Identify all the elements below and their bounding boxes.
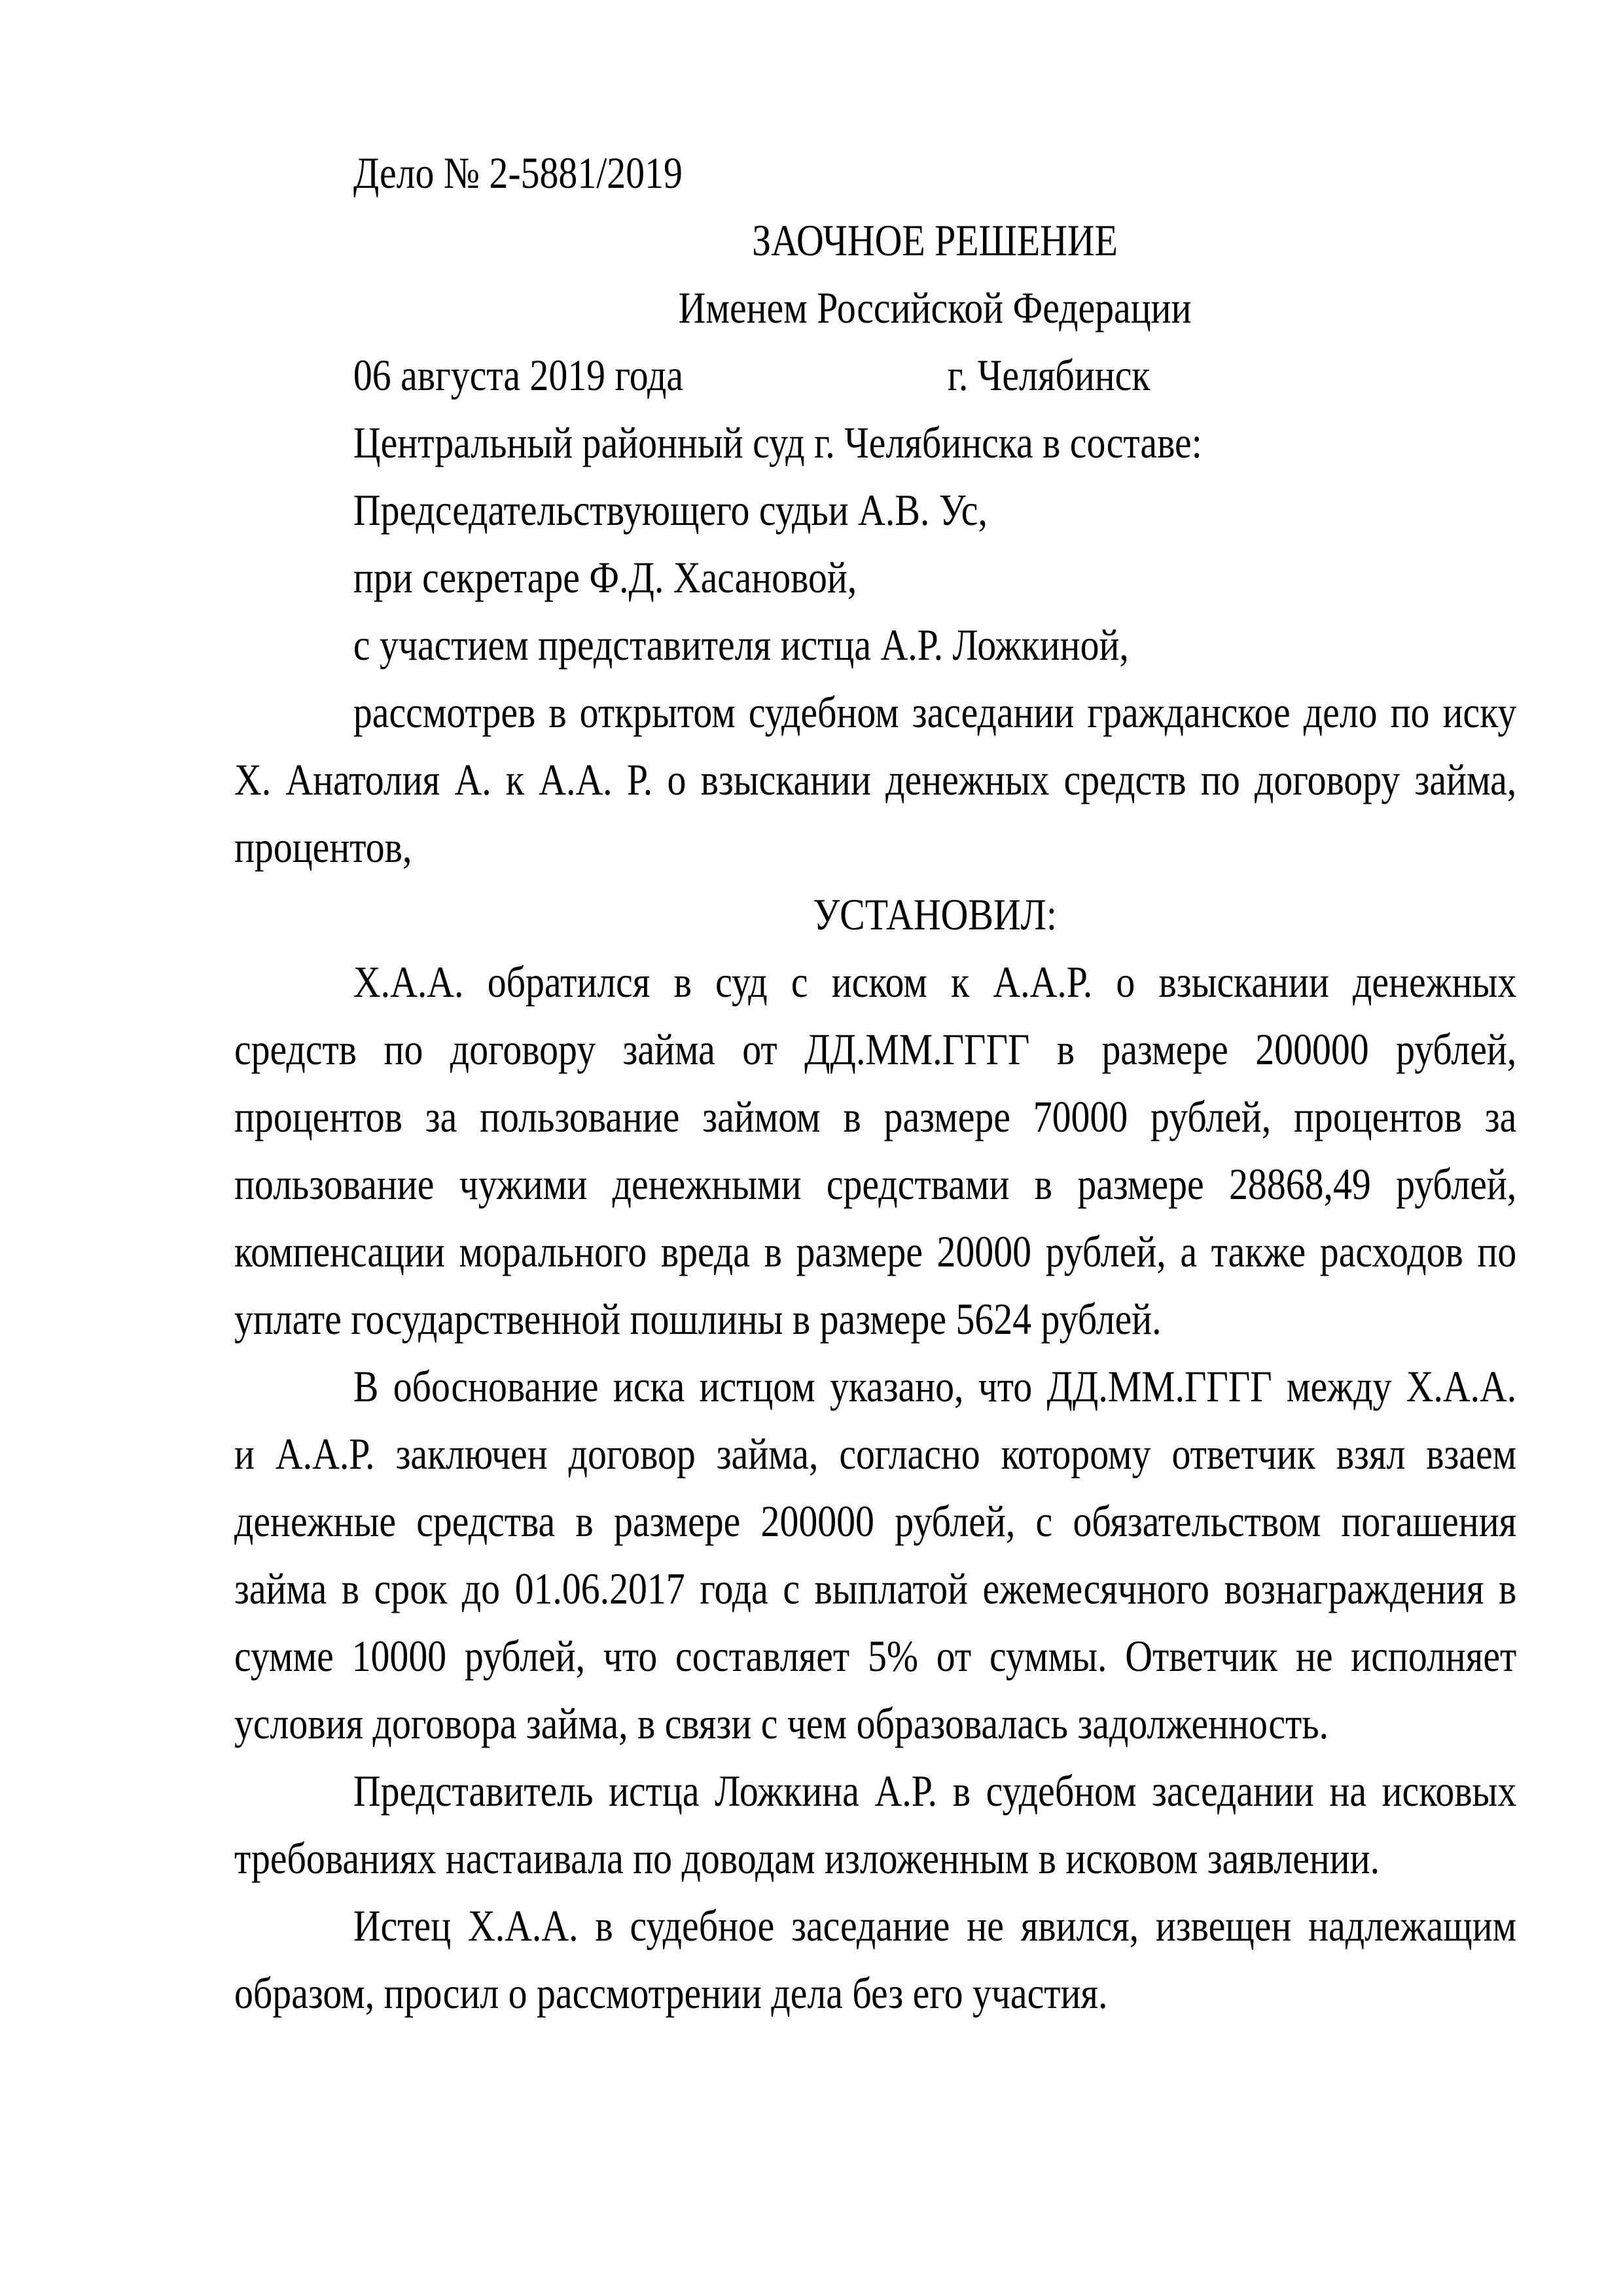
intro-line: процентов, <box>234 822 412 872</box>
decision-date: 06 августа 2019 года <box>353 350 684 400</box>
claim-paragraph-line: средств по договору займа от ДД.ММ.ГГГГ в размере 200000 рублей, <box>234 1024 1517 1074</box>
document-text-block <box>234 139 1516 2027</box>
claim-paragraph-line: компенсации морального вреда в размере 20000 рублей, а также расходов по <box>234 1227 1517 1276</box>
secretary-line: при секретаре Ф.Д. Хасановой, <box>353 552 857 602</box>
plaintiff-absence-line: образом, просил о рассмотрении дела без его участия. <box>234 1968 1108 2018</box>
subtitle-line: Именем Российской Федерации <box>678 283 1192 332</box>
intro-line: Х. Анатолия А. к А.А. Р. о взыскании денежных средств по договору займа, <box>234 755 1517 804</box>
grounds-paragraph-line: условия договора займа, в связи с чем образовалась задолженность. <box>234 1698 1329 1748</box>
plaintiff-absence-line: Истец Х.А.А. в судебное заседание не явился, извещен надлежащим <box>353 1901 1517 1950</box>
title-line: ЗАОЧНОЕ РЕШЕНИЕ <box>752 215 1118 265</box>
plaintiff-representative-line: с участием представителя истца А.Р. Ложкиной, <box>353 620 1129 670</box>
grounds-paragraph-line: займа в срок до 01.06.2017 года с выплатой ежемесячного вознаграждения в <box>234 1564 1517 1613</box>
grounds-paragraph-line: В обоснование иска истцом указано, что ДД.ММ.ГГГГ между Х.А.А. <box>353 1361 1517 1411</box>
grounds-paragraph-line: и А.А.Р. заключен договор займа, согласно которому ответчик взял взаем <box>234 1429 1517 1479</box>
section-heading-line: УСТАНОВИЛ: <box>813 889 1057 939</box>
date-city-line <box>234 342 1516 409</box>
representative-position-line: требованиях настаивала по доводам изложенным в исковом заявлении. <box>234 1833 1380 1883</box>
grounds-paragraph-line: денежные средства в размере 200000 рублей, с обязательством погашения <box>234 1496 1517 1546</box>
grounds-paragraph-line: сумме 10000 рублей, что составляет 5% от суммы. Ответчик не исполняет <box>234 1631 1517 1681</box>
claim-paragraph-line: Х.А.А. обратился в суд с иском к А.А.Р. о взыскании денежных <box>353 957 1517 1007</box>
intro-line: рассмотрев в открытом судебном заседании гражданское дело по иску <box>353 687 1517 737</box>
court-composition-line: Центральный районный суд г. Челябинска в составе: <box>353 418 1202 467</box>
presiding-judge-line: Председательствующего судьи А.В. Ус, <box>353 485 988 535</box>
claim-paragraph-line: процентов за пользование займом в размере 70000 рублей, процентов за <box>234 1092 1517 1141</box>
representative-position-line: Представитель истца Ложкина А.Р. в судебном заседании на исковых <box>353 1766 1517 1816</box>
claim-paragraph-line: уплате государственной пошлины в размере 5624 рублей. <box>234 1294 1162 1344</box>
decision-city: г. Челябинск <box>947 350 1150 400</box>
case-number-line: Дело № 2-5881/2019 <box>353 148 683 198</box>
claim-paragraph-line: пользование чужими денежными средствами в размере 28868,49 рублей, <box>234 1159 1517 1209</box>
